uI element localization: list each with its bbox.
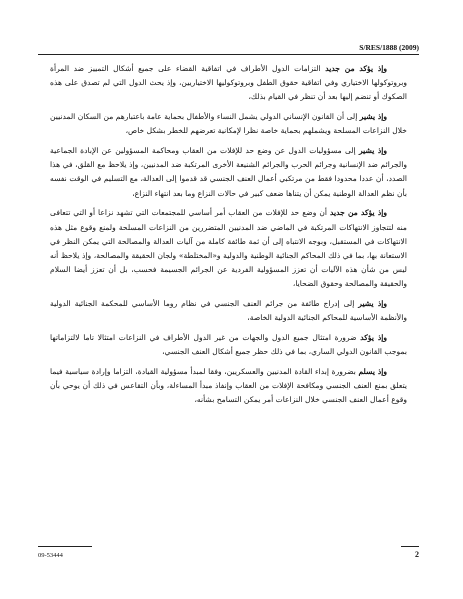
preamble-paragraph-5 xyxy=(50,297,407,325)
paragraph-text: أن وضع حد للإفلات من العقاب أمر أساسي للمجتمعات التي تشهد نزاعا أو التي تتعافى منه لتتجاوز الانتهاكات المرتكبة في الماضي ضد المدنيين المتضررين من النزاعات المسلحة ولمنع وقوع مثل هذه الانتهاكات في المستقبل، وبوجه الانتباه إلى أن ثمة طائفة كاملة من آليات العدالة والمصالحة التي يمكن النظر في الاستعانة بها، بما في ذلك المحاكم الجنائية الوطنية والدولية و«المختلطة» ولجان الحقيقة والمصالحة، وإذ يلاحظ أنه ليس من شأن هذه الآليات أن تعزز المسؤولية الفردية عن الجرائم الجسيمة فحسب، بل أن تعزز أيضا السلام والحقيقة والمصالحة وحقوق الضحايا، xyxy=(50,208,407,289)
preamble-paragraph-6 xyxy=(50,331,407,359)
preamble-paragraph-7 xyxy=(50,365,407,408)
paragraph-lead: وإذ يؤكد xyxy=(360,332,388,342)
paragraph-lead: وإذ يؤكد من جديد xyxy=(325,64,387,73)
page-number: 2 xyxy=(415,550,419,559)
paragraph-text: إلى أن القانون الإنساني الدولي يشمل النساء والأطفال بحماية عامة باعتبارهم من السكان المدنيين خلال النزاعات المسلحة ويشملهم بحماية خاصة نظرا لإمكانية تعرضهم للخطر بشكل خاص، xyxy=(50,112,407,136)
document-reference: S/RES/1888 (2009) xyxy=(359,43,419,52)
paragraph-text: التزامات الدول الأطراف في اتفاقية القضاء على جميع أشكال التمييز ضد المرأة وبروتوكولها الاختياري وفي اتفاقية حقوق الطفل وبروتوكوليها الاختياريين، وإذ يحث الدول التي لم تصدق على هذه الصكوك أو تنضم إليها بعد أن تنظر في القيام بذلك، xyxy=(50,64,407,102)
footer-divider-right xyxy=(401,546,419,547)
paragraph-lead: وإذ يشير xyxy=(358,146,387,156)
header-divider xyxy=(38,54,419,55)
paragraph-lead: وإذ يسلم xyxy=(358,366,387,376)
document-body xyxy=(50,62,407,413)
paragraph-lead: وإذ يشير xyxy=(359,112,388,122)
paragraph-text: بضرورة إبداء القادة المدنيين والعسكريين، وفقا لمبدأ مسؤولية القيادة، التزاما وإرادة سياسية فيما يتعلق بمنع العنف الجنسي ومكافحة الإفلات من العقاب وإنفاذ مبدأ المساءلة، وبأن التقاعس في ذلك أن يوحي بأن وقوع أعمال العنف الجنسي خلال النزاعات أمر يمكن التسامح بشأنه، xyxy=(50,366,407,405)
preamble-paragraph-4 xyxy=(50,206,407,291)
paragraph-text: إلى مسؤوليات الدول عن وضع حد للإفلات من العقاب ومحاكمة المسؤولين عن الإبادة الجماعية والجرائم ضد الإنسانية وجرائم الحرب والجرائم الشنيعة الأخرى المرتكبة ضد المدنيين، وإذ يلاحظ مع القلق، في هذا الصدد، أن عددا محدودا فقط من مرتكبي أعمال العنف الجنسي قد قدموا إلى العدالة، مع التسليم في الوقت نفسه بأن نظم العدالة الوطنية يمكن أن يتناها ضعف كبير في حالات النزاع وما بعد انتهاء النزاع، xyxy=(50,146,407,198)
footer-divider-left xyxy=(38,546,92,547)
preamble-paragraph-2 xyxy=(50,110,407,138)
paragraph-text: إلى إدراج طائفة من جرائم العنف الجنسي في نظام روما الأساسي للمحكمة الجنائية الدولية والأنظمة الأساسية للمحاكم الجنائية الدولية الخاصة، xyxy=(50,299,407,323)
paragraph-text: ضرورة امتثال جميع الدول والجهات من غير الدول الأطراف في النزاعات امتثالا تاما لالتزاماتها بموجب القانون الدولي الساري، بما في ذلك حظر جميع أشكال العنف الجنسي، xyxy=(50,332,407,357)
preamble-paragraph-3 xyxy=(50,144,407,201)
paragraph-lead: وإذ يؤكد من جديد xyxy=(329,208,387,218)
document-code: 09-53444 xyxy=(38,552,63,559)
preamble-paragraph-1 xyxy=(50,62,407,105)
paragraph-lead: وإذ يشير xyxy=(358,299,387,309)
